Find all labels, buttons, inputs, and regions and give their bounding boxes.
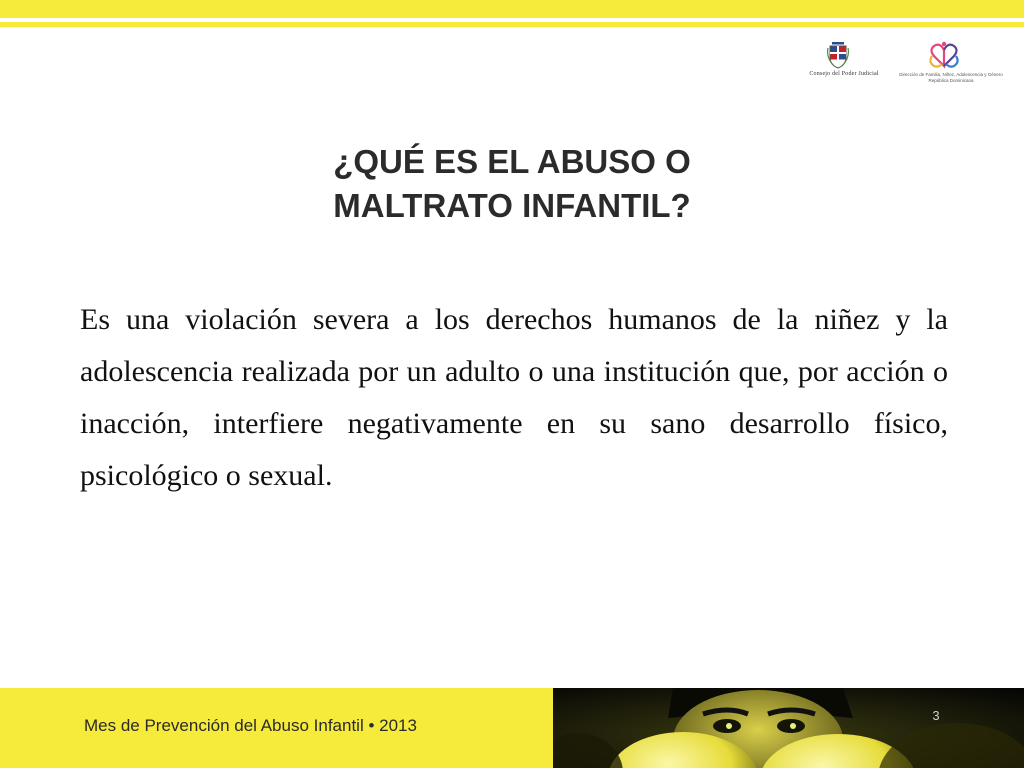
slide-title-line2: MALTRATO INFANTIL? bbox=[333, 187, 691, 224]
slide-body-text: Es una violación severa a los derechos humanos de la niñez y la adolescencia realizada por un adulto o una institución que, por acción o inacción, interfiere negativamente en su sano desarrollo físico, psicológico o sexual. bbox=[80, 303, 948, 492]
boxing-child-photo bbox=[553, 688, 1024, 768]
slide-title-line1: ¿QUÉ ES EL ABUSO O bbox=[333, 143, 691, 180]
direccion-familia-caption bbox=[898, 72, 1004, 84]
header-logos bbox=[804, 40, 1004, 90]
slide-title bbox=[230, 140, 794, 228]
poder-judicial-caption: Consejo del Poder Judicial bbox=[809, 71, 879, 77]
top-yellow-line bbox=[0, 22, 1024, 27]
footer-text: Mes de Prevención del Abuso Infantil • 2013 bbox=[84, 716, 417, 735]
family-hearts-icon bbox=[926, 40, 962, 70]
top-yellow-bar bbox=[0, 0, 1024, 18]
direccion-familia-logo bbox=[898, 40, 1004, 90]
direccion-familia-caption-line2: República Dominicana bbox=[928, 78, 974, 83]
national-seal-icon bbox=[826, 42, 850, 70]
direccion-familia-caption-line1: Dirección de Familia, Niñez, Adolescencia y Género bbox=[899, 72, 1003, 77]
boxing-child-photo-illustration bbox=[553, 688, 1024, 768]
poder-judicial-logo bbox=[804, 40, 884, 90]
slide-number: 3 bbox=[932, 708, 940, 723]
